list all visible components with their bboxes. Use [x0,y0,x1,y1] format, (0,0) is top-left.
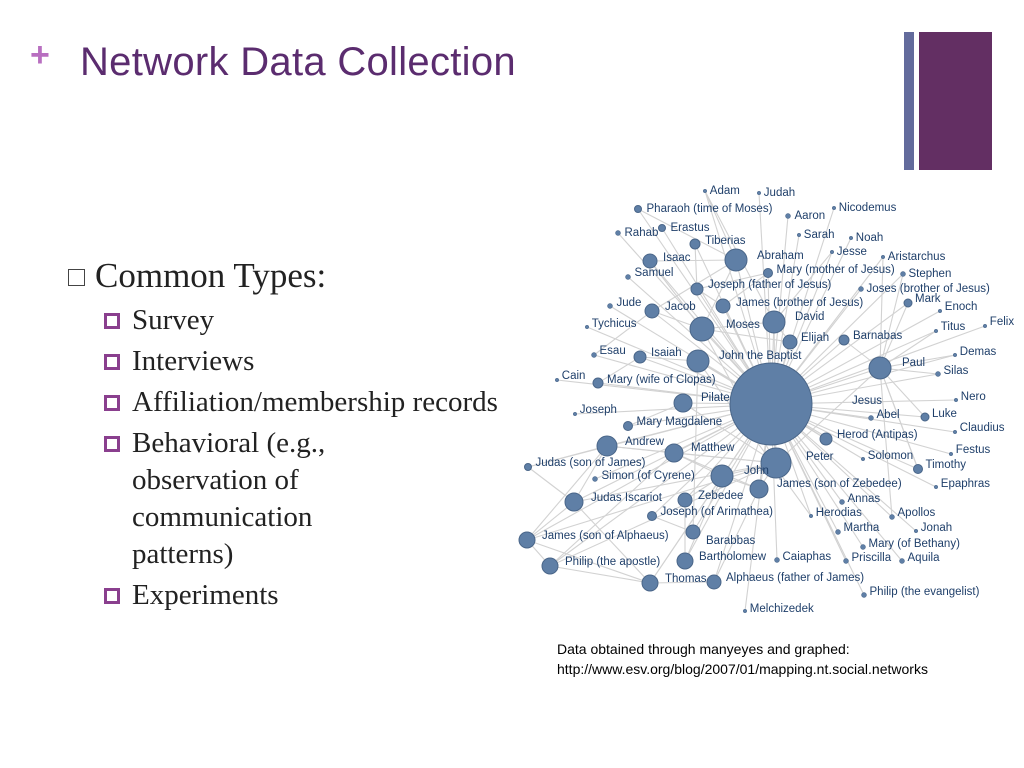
decorative-bar-thin [904,32,914,170]
bullet-item [104,302,508,339]
network-node [869,416,874,421]
network-node-label: Jonah [920,522,953,535]
network-node [809,514,813,518]
network-node [750,480,768,498]
network-node [677,553,693,569]
bullet-list [68,254,508,614]
network-node [921,413,929,421]
network-node [861,457,865,461]
square-bullet-icon [104,588,120,604]
network-node [949,452,953,456]
social-network-graph [508,172,1024,628]
network-node [953,430,957,434]
network-node [936,372,941,377]
square-bullet-icon [104,313,120,329]
network-node-label: Joseph (of Arimathea) [660,506,774,519]
bullet-item [104,577,508,614]
network-node-label: Simon (of Cyrene) [601,470,695,483]
network-node [757,191,761,195]
network-node [691,283,703,295]
network-node-label: Rahab [624,227,659,240]
network-node-label: Philip (the apostle) [565,556,661,569]
network-node [881,255,885,259]
network-node-label: Esau [599,345,626,358]
network-node [565,493,583,511]
network-node [592,353,597,358]
network-node-label: James (son of Zebedee) [777,478,902,491]
bullet-heading-text: Common Types: [95,256,327,295]
network-node [542,558,558,574]
bullet-item [104,425,508,573]
network-node [593,378,603,388]
network-node-label: Sarah [803,229,835,242]
network-node-label: Zebedee [698,490,744,503]
title-plus-marker: + [30,36,50,74]
network-node [983,324,987,328]
network-node [862,593,867,598]
network-node [743,609,747,613]
network-node-label: Martha [843,522,880,535]
network-node-label: Peter [806,451,834,464]
network-node [861,545,866,550]
network-node [678,493,692,507]
network-node [643,254,657,268]
network-node [573,412,577,416]
square-bullet-icon [104,395,120,411]
bullet-item-text: Experiments [132,579,279,611]
network-node-label: Herodias [815,507,862,520]
network-node [659,225,666,232]
hollow-square-bullet-icon [68,269,85,286]
network-node [859,287,864,292]
network-node-label: Jesse [836,246,867,259]
network-node-label: Nero [960,391,986,404]
network-node-label: Alphaeus (father of James) [726,572,865,585]
network-node-label: Mary (wife of Clopas) [607,374,716,387]
network-node [849,236,853,240]
network-node [519,532,535,548]
network-node-label: John [744,465,769,478]
network-node-label: Claudius [959,422,1005,435]
network-node-label: Aristarchus [887,251,946,264]
network-node [869,357,891,379]
source-credit [557,639,928,679]
network-node [665,444,683,462]
network-node-label: Festus [955,444,991,457]
bullet-item [104,384,508,421]
network-node [624,422,633,431]
network-node-label: Judas Iscariot [591,492,662,505]
network-node [934,329,938,333]
network-node-label: Herod (Antipas) [837,429,918,442]
network-node [914,465,923,474]
network-node [616,231,621,236]
network-node-label: Apollos [897,507,936,520]
network-node [707,575,721,589]
network-node-label: Felix [989,316,1015,329]
square-bullet-icon [104,354,120,370]
network-node [914,529,918,533]
network-node [820,433,832,445]
network-node-label: John the Baptist [719,350,802,363]
network-node [797,233,801,237]
network-node [703,189,707,193]
network-node [648,512,657,521]
network-node [900,559,905,564]
bullet-item-text: Interviews [132,345,255,377]
network-node-label: Aaron [794,210,826,223]
network-node [953,353,957,357]
network-node [642,575,658,591]
network-node-label: Pharaoh (time of Moses) [646,203,773,216]
network-node [635,206,642,213]
network-edge [880,368,892,517]
network-node-label: Joses (brother of Jesus) [866,283,990,296]
network-node-label: Tiberias [705,235,746,248]
network-edge [550,566,650,583]
network-node [645,304,659,318]
network-node-label: Jesus [852,395,883,408]
network-node-label: Adam [709,185,740,198]
network-node [783,335,797,349]
network-node-label: Elijah [801,332,830,345]
network-node-label: Jacob [665,301,696,314]
network-node-label: Mary (mother of Jesus) [776,264,895,277]
network-node-label: Isaiah [651,347,682,360]
network-node [634,351,646,363]
credit-line: Data obtained through manyeyes and graphed: [557,641,850,657]
network-node-label: Joseph (father of Jesus) [708,279,832,292]
network-node [687,350,709,372]
bullet-item [104,343,508,380]
network-node [938,309,942,313]
network-node-label: Demas [959,346,997,359]
network-node-label: Silas [943,365,969,378]
network-node [836,530,841,535]
network-node-label: Luke [932,408,957,421]
network-node-label: Priscilla [851,552,892,565]
network-node [690,239,700,249]
network-node-label: Epaphras [940,478,991,491]
network-node-label: Timothy [925,459,966,472]
network-node [839,335,849,345]
network-node [934,485,938,489]
network-node [674,394,692,412]
network-node-label: Mark [915,293,941,306]
network-node [555,378,559,382]
network-node [832,206,836,210]
network-node-label: James (brother of Jesus) [736,297,864,310]
network-node [525,464,532,471]
network-node-label: David [795,311,825,324]
network-node-label: Caiaphas [782,551,832,564]
network-node-label: Stephen [908,268,952,281]
network-node-label: Solomon [867,450,914,463]
network-node-label: Enoch [944,301,978,314]
network-node-label: Aquila [907,552,940,565]
network-node [690,317,714,341]
network-node [904,299,912,307]
network-node-label: Bartholomew [699,551,767,564]
network-node-label: Matthew [691,442,735,455]
credit-url: http://www.esv.org/blog/2007/01/mapping.nt.social.networks [557,661,928,677]
network-node [954,398,958,402]
network-node-label: Judah [763,187,796,200]
network-node [585,325,589,329]
network-node [844,559,849,564]
network-node-label: Mary (of Bethany) [868,538,960,551]
network-node-label: Paul [902,357,926,370]
network-node [830,250,834,254]
network-node-label: Titus [940,321,966,334]
network-node-label: Cain [561,370,586,383]
network-node-label: Barabbas [706,535,756,548]
network-node-label: Joseph [579,404,617,417]
network-node [716,299,730,313]
network-node [763,311,785,333]
slide-title: Network Data Collection [80,40,516,84]
network-node-label: Judas (son of James) [535,457,646,470]
network-node [730,363,812,445]
square-bullet-icon [104,436,120,452]
network-node-label: James (son of Alphaeus) [542,530,669,543]
bullet-item-text: Affiliation/membership records [132,386,498,418]
network-node-label: Samuel [634,267,674,280]
network-node [608,304,613,309]
network-node [626,275,631,280]
decorative-bar-wide [919,32,992,170]
network-node [840,500,845,505]
network-node [725,249,747,271]
network-node [686,525,700,539]
network-node-label: Mary Magdalene [636,416,723,429]
network-node [775,558,780,563]
network-node-label: Moses [726,319,760,332]
bullet-heading [68,254,508,298]
network-node-label: Nicodemus [838,202,897,215]
network-node [764,269,773,278]
network-node-label: Melchizedek [749,603,814,616]
network-node [890,515,895,520]
network-node [597,436,617,456]
network-node-label: Abraham [757,250,804,263]
network-node-label: Abel [876,409,900,422]
network-node-label: Tychicus [591,318,637,331]
network-edge [685,476,722,561]
network-node-label: Annas [847,493,881,506]
network-node-label: Thomas [665,573,707,586]
network-node-label: Barnabas [853,330,903,343]
network-node [786,214,791,219]
network-node [901,272,906,277]
network-node-label: Philip (the evangelist) [869,586,980,599]
bullet-item-text: Behavioral (e.g., observation of communication patterns) [132,427,326,570]
network-node-label: Pilate [701,392,730,405]
network-node-label: Jude [616,297,642,310]
network-node-label: Noah [855,232,884,245]
network-node-label: Erastus [670,222,710,235]
network-node-label: Andrew [625,436,664,449]
bullet-item-text: Survey [132,304,215,336]
network-node [711,465,733,487]
network-node-label: Isaac [663,252,691,265]
network-node [593,477,598,482]
